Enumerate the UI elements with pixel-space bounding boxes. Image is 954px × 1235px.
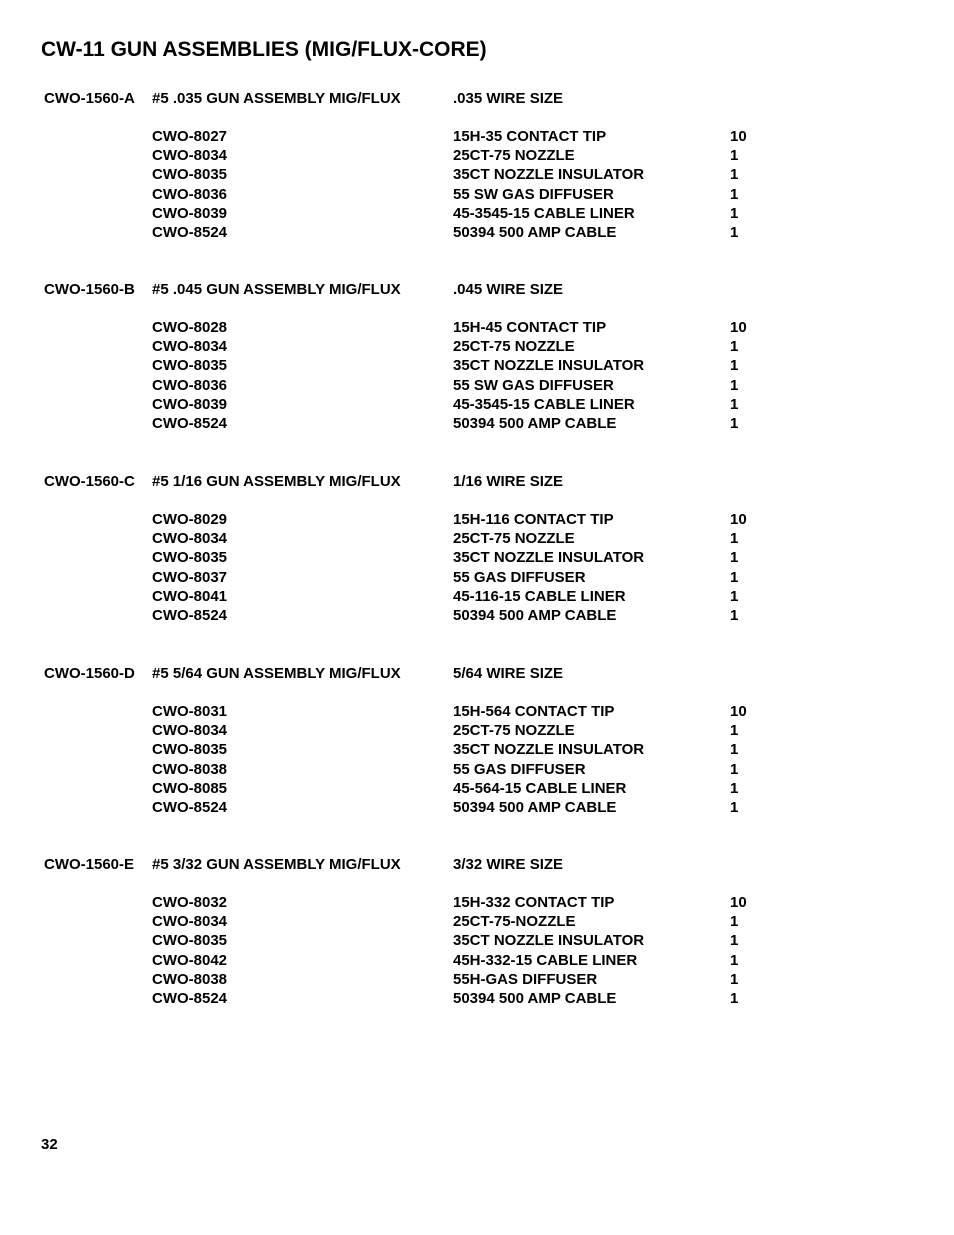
part-quantity: 1 bbox=[730, 741, 739, 759]
part-quantity: 1 bbox=[730, 166, 739, 184]
part-row bbox=[0, 931, 954, 950]
part-quantity: 1 bbox=[730, 913, 739, 931]
part-number: CWO-8034 bbox=[152, 530, 228, 548]
part-number: CWO-8035 bbox=[152, 166, 228, 184]
part-number: CWO-8041 bbox=[152, 587, 228, 605]
part-number: CWO-8035 bbox=[152, 549, 228, 567]
part-row bbox=[0, 185, 954, 204]
part-row bbox=[0, 318, 954, 337]
part-description: 50394 500 AMP CABLE bbox=[453, 415, 617, 432]
part-row bbox=[0, 204, 954, 223]
assembly-header bbox=[0, 280, 954, 299]
part-number: CWO-8028 bbox=[152, 319, 228, 336]
part-description: 35CT NOZZLE INSULATOR bbox=[453, 166, 645, 184]
part-description: 45-564-15 CABLE LINER bbox=[453, 779, 627, 797]
assembly-name: #5 .035 GUN ASSEMBLY MIG/FLUX bbox=[152, 90, 401, 107]
part-row bbox=[0, 146, 954, 165]
part-number: CWO-8037 bbox=[152, 568, 228, 586]
assembly-wire-size: .045 WIRE SIZE bbox=[453, 281, 564, 298]
page-number: 32 bbox=[41, 1136, 58, 1153]
part-row bbox=[0, 510, 954, 529]
assembly-wire-size: 3/32 WIRE SIZE bbox=[453, 856, 564, 873]
part-number: CWO-8035 bbox=[152, 932, 228, 950]
part-quantity: 1 bbox=[730, 760, 739, 778]
part-description: 35CT NOZZLE INSULATOR bbox=[453, 549, 645, 567]
assembly-code: CWO-1560-E bbox=[44, 856, 135, 873]
part-row bbox=[0, 337, 954, 356]
part-row bbox=[0, 568, 954, 587]
part-quantity: 1 bbox=[730, 722, 739, 740]
part-description: 55 SW GAS DIFFUSER bbox=[453, 376, 614, 394]
part-row bbox=[0, 702, 954, 721]
part-description: 55 GAS DIFFUSER bbox=[453, 568, 586, 586]
part-row bbox=[0, 529, 954, 548]
part-quantity: 1 bbox=[730, 779, 739, 797]
part-description: 45-3545-15 CABLE LINER bbox=[453, 204, 635, 222]
part-quantity: 1 bbox=[730, 204, 739, 222]
part-quantity: 1 bbox=[730, 587, 739, 605]
part-quantity: 1 bbox=[730, 951, 739, 969]
part-number: CWO-8035 bbox=[152, 357, 228, 375]
part-description: 45-116-15 CABLE LINER bbox=[453, 587, 626, 605]
part-description: 55 SW GAS DIFFUSER bbox=[453, 185, 614, 203]
part-row bbox=[0, 548, 954, 567]
part-row bbox=[0, 779, 954, 798]
part-description: 55 GAS DIFFUSER bbox=[453, 760, 586, 778]
part-number: CWO-8038 bbox=[152, 970, 228, 988]
part-number: CWO-8027 bbox=[152, 128, 228, 145]
assembly-name: #5 .045 GUN ASSEMBLY MIG/FLUX bbox=[152, 281, 401, 298]
part-number: CWO-8039 bbox=[152, 204, 228, 222]
part-quantity: 1 bbox=[730, 415, 739, 432]
part-row bbox=[0, 893, 954, 912]
part-quantity: 1 bbox=[730, 607, 739, 624]
assembly-code: CWO-1560-A bbox=[44, 90, 135, 107]
part-number: CWO-8029 bbox=[152, 511, 228, 528]
part-description: 25CT-75 NOZZLE bbox=[453, 722, 575, 740]
page-title: CW-11 GUN ASSEMBLIES (MIG/FLUX-CORE) bbox=[41, 38, 487, 61]
part-number: CWO-8034 bbox=[152, 722, 228, 740]
part-description: 15H-116 CONTACT TIP bbox=[453, 511, 614, 528]
part-number: CWO-8036 bbox=[152, 185, 228, 203]
part-number: CWO-8085 bbox=[152, 779, 228, 797]
assembly-wire-size: 1/16 WIRE SIZE bbox=[453, 473, 564, 490]
part-row bbox=[0, 127, 954, 146]
assembly-header bbox=[0, 472, 954, 491]
part-quantity: 1 bbox=[730, 224, 739, 241]
part-quantity: 1 bbox=[730, 549, 739, 567]
part-row bbox=[0, 951, 954, 970]
part-row bbox=[0, 989, 954, 1008]
assembly-name: #5 1/16 GUN ASSEMBLY MIG/FLUX bbox=[152, 473, 401, 490]
part-quantity: 1 bbox=[730, 970, 739, 988]
part-description: 35CT NOZZLE INSULATOR bbox=[453, 932, 645, 950]
part-row bbox=[0, 721, 954, 740]
part-number: CWO-8042 bbox=[152, 951, 228, 969]
part-row bbox=[0, 798, 954, 817]
part-quantity: 1 bbox=[730, 357, 739, 375]
part-number: CWO-8524 bbox=[152, 415, 228, 432]
part-quantity: 1 bbox=[730, 568, 739, 586]
part-number: CWO-8036 bbox=[152, 376, 228, 394]
part-description: 55H-GAS DIFFUSER bbox=[453, 970, 598, 988]
part-description: 45H-332-15 CABLE LINER bbox=[453, 951, 638, 969]
part-number: CWO-8032 bbox=[152, 894, 228, 911]
part-row bbox=[0, 376, 954, 395]
part-description: 25CT-75-NOZZLE bbox=[453, 913, 576, 931]
part-number: CWO-8035 bbox=[152, 741, 228, 759]
part-description: 15H-332 CONTACT TIP bbox=[453, 894, 615, 911]
part-description: 35CT NOZZLE INSULATOR bbox=[453, 357, 645, 375]
part-number: CWO-8034 bbox=[152, 338, 228, 356]
part-description: 15H-564 CONTACT TIP bbox=[453, 703, 615, 720]
part-number: CWO-8524 bbox=[152, 799, 228, 816]
part-number: CWO-8524 bbox=[152, 990, 228, 1007]
assembly-wire-size: .035 WIRE SIZE bbox=[453, 90, 564, 107]
part-quantity: 1 bbox=[730, 338, 739, 356]
part-description: 25CT-75 NOZZLE bbox=[453, 338, 575, 356]
part-description: 15H-35 CONTACT TIP bbox=[453, 128, 607, 145]
part-description: 50394 500 AMP CABLE bbox=[453, 607, 617, 624]
assembly-wire-size: 5/64 WIRE SIZE bbox=[453, 665, 564, 682]
part-row bbox=[0, 356, 954, 375]
part-quantity: 10 bbox=[730, 319, 747, 336]
part-quantity: 1 bbox=[730, 376, 739, 394]
part-row bbox=[0, 414, 954, 433]
part-description: 15H-45 CONTACT TIP bbox=[453, 319, 607, 336]
part-description: 50394 500 AMP CABLE bbox=[453, 799, 617, 816]
part-row bbox=[0, 606, 954, 625]
part-row bbox=[0, 970, 954, 989]
part-number: CWO-8034 bbox=[152, 913, 228, 931]
part-number: CWO-8031 bbox=[152, 703, 228, 720]
assembly-header bbox=[0, 664, 954, 683]
part-description: 25CT-75 NOZZLE bbox=[453, 147, 575, 165]
part-row bbox=[0, 395, 954, 414]
assembly-code: CWO-1560-D bbox=[44, 665, 135, 682]
part-quantity: 1 bbox=[730, 932, 739, 950]
part-quantity: 1 bbox=[730, 799, 739, 816]
part-description: 25CT-75 NOZZLE bbox=[453, 530, 575, 548]
part-number: CWO-8524 bbox=[152, 607, 228, 624]
part-row bbox=[0, 165, 954, 184]
part-quantity: 10 bbox=[730, 703, 747, 720]
part-number: CWO-8038 bbox=[152, 760, 228, 778]
part-number: CWO-8524 bbox=[152, 224, 228, 241]
part-row bbox=[0, 912, 954, 931]
part-quantity: 1 bbox=[730, 530, 739, 548]
part-number: CWO-8034 bbox=[152, 147, 228, 165]
assembly-code: CWO-1560-C bbox=[44, 473, 135, 490]
part-quantity: 10 bbox=[730, 894, 747, 911]
part-description: 35CT NOZZLE INSULATOR bbox=[453, 741, 645, 759]
part-quantity: 1 bbox=[730, 395, 739, 413]
part-row bbox=[0, 587, 954, 606]
part-description: 50394 500 AMP CABLE bbox=[453, 224, 617, 241]
part-number: CWO-8039 bbox=[152, 395, 228, 413]
assembly-header bbox=[0, 89, 954, 108]
part-quantity: 1 bbox=[730, 185, 739, 203]
part-quantity: 10 bbox=[730, 511, 747, 528]
part-row bbox=[0, 740, 954, 759]
part-quantity: 1 bbox=[730, 147, 739, 165]
assembly-name: #5 5/64 GUN ASSEMBLY MIG/FLUX bbox=[152, 665, 401, 682]
part-row bbox=[0, 760, 954, 779]
part-description: 50394 500 AMP CABLE bbox=[453, 990, 617, 1007]
assembly-header bbox=[0, 855, 954, 874]
assembly-name: #5 3/32 GUN ASSEMBLY MIG/FLUX bbox=[152, 856, 401, 873]
part-quantity: 10 bbox=[730, 128, 747, 145]
part-quantity: 1 bbox=[730, 990, 739, 1007]
part-description: 45-3545-15 CABLE LINER bbox=[453, 395, 635, 413]
part-row bbox=[0, 223, 954, 242]
assembly-code: CWO-1560-B bbox=[44, 281, 135, 298]
